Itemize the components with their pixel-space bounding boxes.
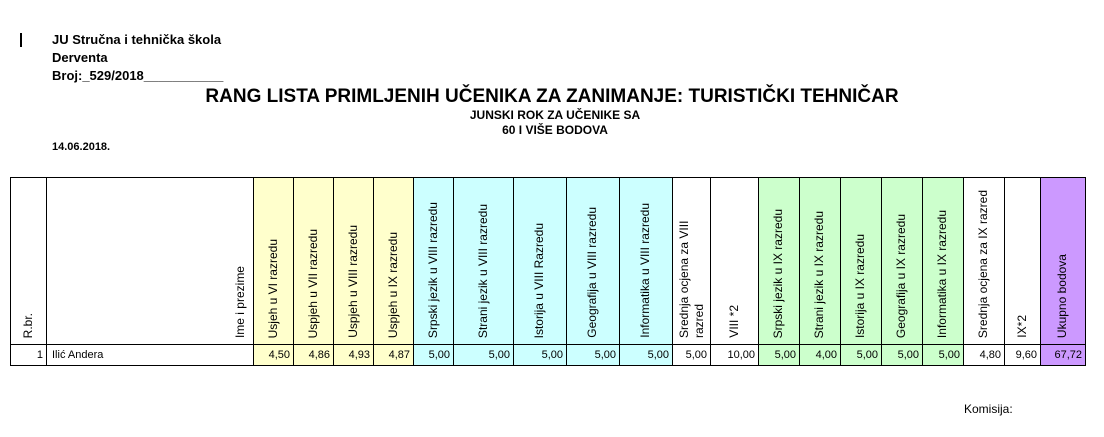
col-header-viii-srednja: Srednja ocjena za VIII razred bbox=[673, 178, 711, 345]
subtitle-line-1: JUNSKI ROK ZA UČENIKE SA bbox=[469, 108, 641, 122]
cell-viii-istorija: 5,00 bbox=[514, 345, 567, 366]
col-header-viii-x2: VIII *2 bbox=[711, 178, 759, 345]
col-header-viii-uspjeh: Uspjeh u VIII razredu bbox=[334, 178, 374, 345]
col-header-rbr: R.br. bbox=[11, 178, 47, 345]
col-header-ix-informatika: Informatika u IX razredu bbox=[923, 178, 964, 345]
cell-viii-uspjeh: 4,93 bbox=[334, 345, 374, 366]
school-city: Derventa bbox=[52, 50, 108, 65]
cell-ix-informatika: 5,00 bbox=[923, 345, 964, 366]
cell-viii-srednja: 5,00 bbox=[673, 345, 711, 366]
cell-ix-strani: 4,00 bbox=[800, 345, 841, 366]
cell-viii-informatika: 5,00 bbox=[620, 345, 673, 366]
col-header-ix-srpski: Srpski jezik u IX razredu bbox=[759, 178, 800, 345]
col-header-ix-srednja: Srednja ocjena za IX razred bbox=[964, 178, 1005, 345]
cell-ix-srpski: 5,00 bbox=[759, 345, 800, 366]
table-row bbox=[11, 345, 1086, 366]
cell-viii-geografija: 5,00 bbox=[567, 345, 620, 366]
col-header-viii-geografija: Geografija u VIII razredu bbox=[567, 178, 620, 345]
cell-viii-srpski: 5,00 bbox=[414, 345, 454, 366]
page-title: RANG LISTA PRIMLJENIH UČENIKA ZA ZANIMANJE: TURISTIČKI TEHNIČAR bbox=[205, 86, 899, 107]
col-header-viii-informatika: Informatika u VIII razredu bbox=[620, 178, 673, 345]
col-header-viii-srpski: Srpski jezik u VIII razredu bbox=[414, 178, 454, 345]
table-header-row bbox=[11, 178, 1086, 345]
document-date: 14.06.2018. bbox=[52, 141, 111, 153]
cell-ix-istorija: 5,00 bbox=[841, 345, 882, 366]
cell-ix-srednja: 4,80 bbox=[964, 345, 1005, 366]
document-number: Broj:_529/2018___________ bbox=[52, 68, 224, 83]
col-header-vii-uspjeh: Uspjeh u VII razredu bbox=[294, 178, 334, 345]
text-cursor bbox=[20, 33, 22, 47]
cell-rbr: 1 bbox=[11, 345, 47, 366]
col-header-ix-uspjeh: Uspjeh u IX razredu bbox=[374, 178, 414, 345]
col-header-ix-x2: IX*2 bbox=[1005, 178, 1041, 345]
col-header-viii-strani: Strani jezik u VIII razredu bbox=[454, 178, 514, 345]
rank-list-table bbox=[10, 177, 1086, 366]
cell-viii-strani: 5,00 bbox=[454, 345, 514, 366]
col-header-ix-geografija: Geografija u IX razredu bbox=[882, 178, 923, 345]
cell-ukupno: 67,72 bbox=[1041, 345, 1086, 366]
school-name: JU Stručna i tehnička škola bbox=[52, 32, 222, 47]
cell-ix-geografija: 5,00 bbox=[882, 345, 923, 366]
komisija-label: Komisija: bbox=[964, 402, 1013, 416]
cell-viii-x2: 10,00 bbox=[711, 345, 759, 366]
col-header-ix-istorija: Istorija u IX razredu bbox=[841, 178, 882, 345]
col-header-vi-uspjeh: Usjeh u VI razredu bbox=[254, 178, 294, 345]
cell-name: Ilić Andera bbox=[47, 345, 254, 366]
cell-ix-x2: 9,60 bbox=[1005, 345, 1041, 366]
col-header-ukupno: Ukupno bodova bbox=[1041, 178, 1086, 345]
subtitle-line-2: 60 I VIŠE BODOVA bbox=[502, 123, 608, 137]
cell-vii-uspjeh: 4,86 bbox=[294, 345, 334, 366]
cell-vi-uspjeh: 4,50 bbox=[254, 345, 294, 366]
col-header-name: Ime i prezime bbox=[47, 178, 254, 345]
col-header-viii-istorija: Istorija u VIII Razredu bbox=[514, 178, 567, 345]
col-header-ix-strani: Strani jezik u IX razredu bbox=[800, 178, 841, 345]
cell-ix-uspjeh: 4,87 bbox=[374, 345, 414, 366]
